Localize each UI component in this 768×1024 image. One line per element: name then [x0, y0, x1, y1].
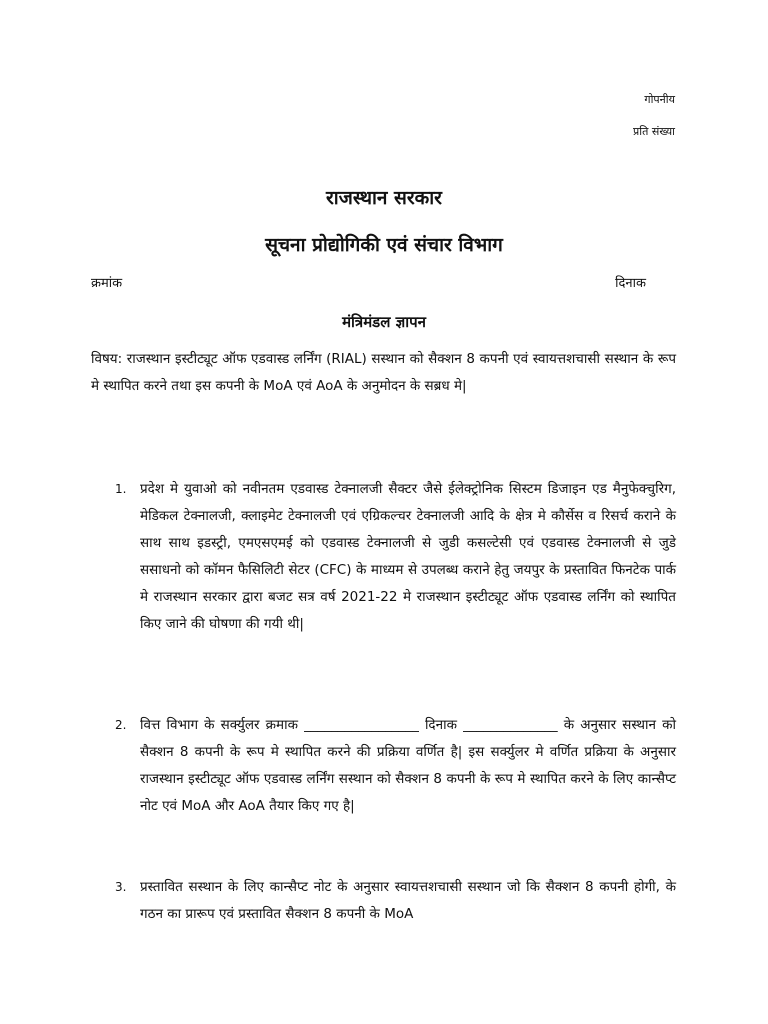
reference-number-label: क्रमांक	[91, 276, 123, 291]
item-number: 1.	[115, 482, 127, 496]
item-text: वित्त विभाग के सर्क्युलर क्रमाक _________________ दिनाक ______________ के अनुसार सस्थान को सैक्शन 8 कपनी के रूप मे स्थापित करने की प्रक्रिया वर्णित है| इस सर्क्युलर मे वर्णित प्रक्रिया के अनुसार राजस्थान इस्टीट्यूट ऑफ एडवास्ड लर्निंग सस्थान को सैक्शन 8 कपनी के रूप मे स्थापित करने के लिए कान्सैप्ट नोट एवं MoA और AoA तैयार किए गए है|	[140, 717, 676, 814]
copy-number-label: प्रति संख्या	[633, 125, 675, 138]
memo-title: मंत्रिमंडल ज्ञापन	[342, 313, 426, 331]
list-item	[91, 712, 676, 820]
item-text: प्रदेश मे युवाओ को नवीनतम एडवास्ड टेक्नालजी सैक्टर जैसे ईलेक्ट्रोनिक सिस्टम डिजाइन एड मैनुफेक्चुरिग, मेडिकल टेक्नालजी, क्लाइमेट टेक्नालजी एवं एग्रिकल्चर टेक्नालजी आदि के क्षेत्र मे कौर्सेस व रिसर्च कराने के साथ साथ इडस्ट्री, एमएसएमई को एडवास्ड टेक्नालजी से जुडी कसल्टेसी एवं एडवास्ड टेक्नालजी से जुडे ससाधनो को कॉमन फैसिलिटी सेटर (CFC) के माध्यम से उपलब्ध कराने हेतु जयपुर के प्रस्तावित फिनटेक पार्क मे राजस्थान सरकार द्वारा बजट सत्र वर्ष 2021-22 मे राजस्थान इस्टीट्यूट ऑफ एडवास्ड लर्निंग को स्थापित किए जाने की घोषणा की गयी थी|	[140, 481, 676, 632]
confidential-label: गोपनीय	[644, 93, 675, 106]
reference-date-label: दिनाक	[615, 276, 646, 291]
item-text: प्रस्तावित सस्थान के लिए कान्सैप्ट नोट के अनुसार स्वायत्तशचासी सस्थान जो कि सैक्शन 8 कपनी होगी, के गठन का प्रारूप एवं प्रस्तावित सैक्शन 8 कपनी के MoA	[140, 879, 676, 922]
item-number: 2.	[115, 718, 127, 732]
item-number: 3.	[115, 880, 127, 894]
government-title: राजस्थान सरकार	[326, 187, 442, 209]
department-title: सूचना प्रोद्योगिकी एवं संचार विभाग	[265, 234, 503, 256]
subject-paragraph: विषय: राजस्थान इस्टीट्यूट ऑफ एडवास्ड लर्निंग (RIAL) सस्थान को सैक्शन 8 कपनी एवं स्वायत्तशचासी सस्थान के रूप मे स्थापित करने तथा इस कपनी के MoA एवं AoA के अनुमोदन के सब्रध मे|	[91, 351, 676, 394]
list-item	[91, 476, 676, 638]
list-item	[91, 874, 676, 928]
